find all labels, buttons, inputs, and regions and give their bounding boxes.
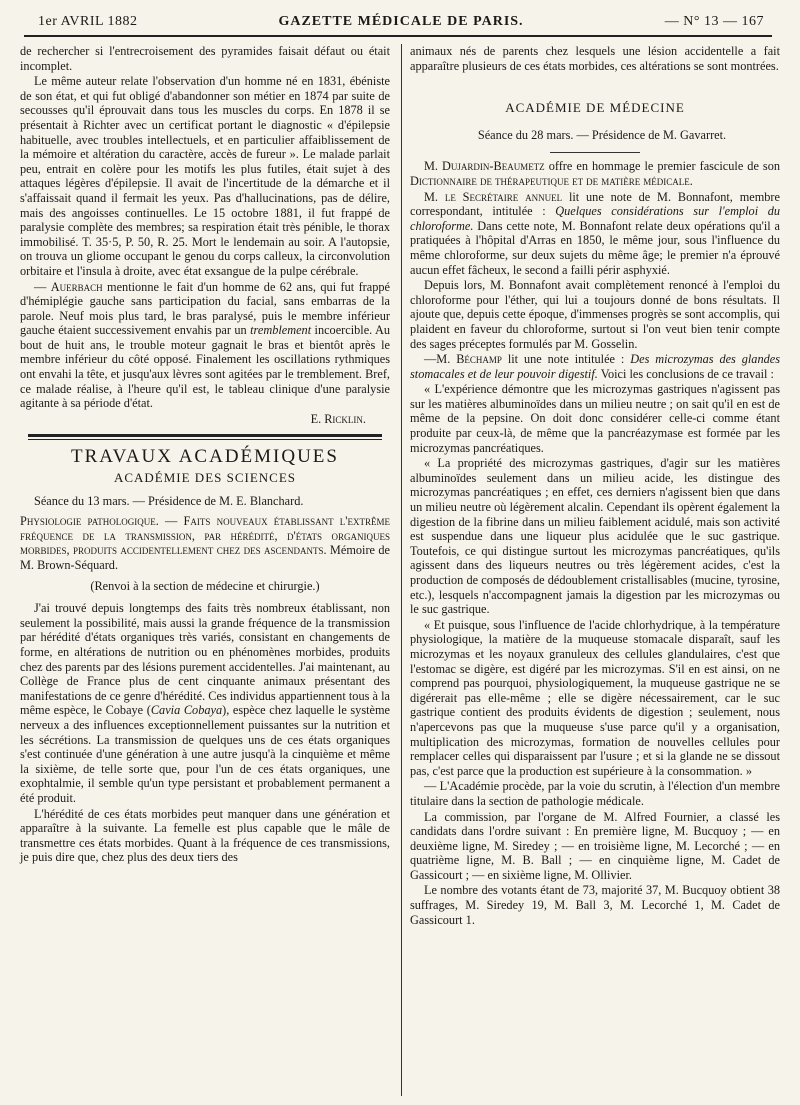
- text-run: offre en hommage le premier fascicule de son: [544, 159, 780, 174]
- page-header: [38, 12, 764, 34]
- seance-line-right: Séance du 28 mars. — Présidence de M. Gavarret.: [477, 127, 727, 142]
- text-run: J'ai trouvé depuis longtemps des faits très nombreux établissant, non seulement la possibilité, mais aussi la grande fréquence de la transmission par hérédité d'états organiques très variés, consistant en changements de forme, en altérations de nutrition ou en phénomènes morbides, produits chez des parents par des lésions purement accidentelles. J'ai maintenant, au Collège de France plus de cent cinquante animaux présentant des manifestations de ce genre d'hérédité. Ces individus appartiennent tous à la même espèce, le Cobaye (: [20, 601, 390, 718]
- right-paragraph-11: Le nombre des votants étant de 73, majorité 37, M. Bucquoy obtient 38 suffrages, M. Siredey 19, M. Ball 3, M. Lecorché 1, M. Cadet de Gassicourt 1.: [410, 883, 780, 927]
- left-paragraph-2: Le même auteur relate l'observation d'un homme né en 1831, ébéniste de son état, et qui fut obligé d'abandonner son métier en 1874 par suite de secousses qu'il éprouvait dans tous les muscles du corps. En 1878 il se présentait à Richter avec un certificat portant le diagnostic « d'épilepsie habituelle, avec troubles intellectuels, et en particulier affaiblissement de la mémoire et altération du caractère, accès de fureur ». Le malade parlait peu, entrait en colère pour les motifs les plus futiles, était sujet à des attaques légères d'épilepsie. Il avait de l'incertitude de la démarche et il s'affaissait quand il fermait les yeux. Pas d'hallucinations, pas de délire, mais des angoisses continuelles. Le 15 octobre 1881, il fut frappé de paralysie complète des membres; sa respiration était très pénible, le thorax immobilisé. T. 35·5, P. 50, R. 25. Mort le lendemain au soir. A l'autopsie, on trouva un gliome occupant le genou du corps calleux, la circonvolution orbitaire et l'insula à droite, avec état exsangue de la pulpe cérébrale.: [20, 74, 390, 278]
- right-paragraph-5: [410, 352, 780, 381]
- note-title: Quelques considérations sur l'emploi du chloroforme.: [410, 204, 780, 233]
- short-rule: [550, 152, 640, 153]
- renvoi-note: (Renvoi à la section de médecine et chirurgie.): [90, 578, 320, 593]
- right-paragraph-6: « L'expérience démontre que les microzymas gastriques n'agissent pas sur les matières albuminoïdes dans un milieu neutre ; on sait qu'il en est de même de la pepsine. On doit donc considérer celle-ci comme étant produite par ceux-là, de même que la pancréazymase est formée par les microzymas pancréatiques.: [410, 382, 780, 455]
- left-column: [20, 44, 390, 866]
- left-paragraph-3: [20, 280, 390, 411]
- left-paragraph-4: [20, 601, 390, 805]
- author-name: M. le Secrétaire annuel: [424, 189, 563, 204]
- right-column: [410, 44, 780, 928]
- species-name: Cavia Cobaya: [150, 703, 223, 718]
- header-date: 1er AVRIL 1882: [38, 14, 138, 29]
- memoir-title: Physiologie pathologique. — Faits nouveaux établissant l'extrême fréquence de la transmission, par hérédité, d'états organiques morbides, produits accidentellement chez des ascendants.: [20, 514, 390, 558]
- column-divider: [401, 44, 402, 1096]
- text-run: —M.: [424, 352, 457, 367]
- header-journal: GAZETTE MÉDICALE DE PARIS.: [278, 14, 524, 29]
- memoir-heading: [20, 514, 390, 572]
- note-title: Des microzymas des glandes stomacales et de leur pouvoir digestif.: [410, 352, 780, 381]
- text-run: mentionne le fait d'un homme de 62 ans, qui fut frappé d'hémiplégie gauche sans participation du facial, sans embarras de la parole. Neuf mois plus tard, le bras paralysé, puis le membre inférieur gauche étaient successivement envahis par un: [20, 279, 390, 338]
- right-paragraph-8: « Et puisque, sous l'influence de l'acide chlorhydrique, à la température physiologique, la matière de la muqueuse stomacale disparaît, sauf les microzymas et les noyaux granuleux des cellules glandulaires, c'est que l'estomac se digère, est digéré par les microzymas. S'il en est ainsi, on ne comprend pas pourquoi, physiologiquement, la muqueuse gastrique ne se digérerait pas elle-même ; elle se digère nécessairement, car le suc gastrique contient des produits évidents de digestion ; seulement, nous n'apercevons pas que la muqueuse s'use parce qu'il y a organisation, multiplication des microzymas, formation de nouvelles cellules pour remplacer celles qui disparaissent par l'usure ; et si la glande ne se dissout pas, c'est parce que la production est supérieure à la consommation. »: [410, 617, 780, 778]
- subsection-title: ACADÉMIE DES SCIENCES: [113, 470, 297, 486]
- text-run: ), espèce chez laquelle le système nerveux a des influences exceptionnellement puissantes sur la nutrition et les sécrétions. La transmission de quelques uns de ces états organiques s'est continuée d'une génération à une autre jusqu'à la cinquième et même la sixième, de telle sorte que, pour l'un de ces états organiques, une exophtalmie, il semble qu'un type persistant et probablement permanent a été produit.: [20, 703, 390, 805]
- author-auerbach: Auerbach: [50, 279, 103, 294]
- section-divider: [28, 434, 382, 437]
- right-paragraph-7: « La propriété des microzymas gastriques, d'agir sur les matières albuminoïdes seulement dans un milieu acide, les distingue des microzymas pancréatiques ; en effet, ces derniers n'agissent bien que dans un milieu neutre où légèrement alcalin. Cependant ils opèrent également la digestion de la fibrine dans un milieu faiblement acidulé, mais son activité est suspendue dans une liqueur plus acidulée que le suc gastrique. Toutefois, ce qui distingue surtout les microzymas pancréatiques, qu'ils agissent dans des liqueurs neutres ou très légèrement acides, c'est la production de composés de dédoublement cristallisables (mucine, tyrosine, etc.), lesquels n'accompagnent jamais la digestion par les microzymas ou le suc gastrique.: [410, 456, 780, 617]
- text-run: incoercible. Au bout de huit ans, le trouble moteur gagnait le bras et bientôt après le membre inférieur du côté opposé. Finalement les oscillations rythmiques ont envahi la tête, et jusqu'aux lèvres sont agitées par le tremblement. Bref, ce malade réalise, à l'heure qu'il est, le tableau clinique d'une paralysie agitante à sa période d'état.: [20, 323, 390, 411]
- text-run: —: [34, 279, 51, 294]
- right-paragraph-4: Depuis lors, M. Bonnafont avait complètement renoncé à l'emploi du chloroforme pour l'éther, qui lui a toujours donné de bons résultats. Il ajoute que, depuis cette époque, d'immenses progrès se sont accomplis, qui plaident en faveur du chloroforme, surtout si l'on veut bien tenir compte des sages préceptes formulés par M. Gosselin.: [410, 278, 780, 351]
- book-title: Dictionnaire de thérapeutique et de matière médicale.: [410, 173, 693, 188]
- signature: E. Ricklin.: [310, 411, 366, 426]
- right-paragraph-3: [410, 190, 780, 278]
- left-paragraph-1: de rechercher si l'entrecroisement des pyramides faisait défaut ou était incomplet.: [20, 44, 390, 73]
- seance-line: Séance du 13 mars. — Présidence de M. E. Blanchard.: [34, 493, 304, 508]
- right-paragraph-10: La commission, par l'organe de M. Alfred Fournier, a classé les candidats dans l'ordre suivant : En première ligne, M. Bucquoy ; — en deuxième ligne, M. Siredey ; — en troisième ligne, M. Lecorché ; — en quatrième ligne, M. B. Ball ; — en cinquième ligne, M. Cadet de Gassicourt ; — en sixième ligne, M. Ollivier.: [410, 809, 780, 882]
- text-run: lit une note de M. Bonnafont, membre correspondant, intitulée :: [410, 189, 780, 219]
- text-run: Voici les conclusions de ce travail :: [597, 366, 774, 381]
- emphasis-tremblement: tremblement: [250, 323, 312, 338]
- right-paragraph-1: animaux nés de parents chez lesquels une lésion accidentelle a fait apparaître plusieurs de ces états morbides, ces altérations se sont montrées.: [410, 44, 780, 73]
- right-paragraph-2: [410, 159, 780, 188]
- right-paragraph-9: — L'Académie procède, par la voie du scrutin, à l'élection d'un membre titulaire dans la section de pathologie médicale.: [410, 779, 780, 808]
- section-title: TRAVAUX ACADÉMIQUES: [71, 446, 339, 468]
- academy-medicine-title: ACADÉMIE DE MÉDECINE: [505, 100, 685, 116]
- section-divider: [28, 439, 382, 440]
- text-run: lit une note intitulée :: [501, 352, 631, 367]
- header-issue: — N° 13 — 167: [664, 14, 764, 29]
- text-run: Dans cette note, M. Bonnafont relate deux opérations qu'il a pratiquées à l'hôpital d'Arras en 1850, le même jour, sous l'influence du même chloroforme, sur deux sujets du même âge; le premier n'a éprouvé aucun effet fâcheux, le second a failli périr asphyxié.: [410, 218, 780, 277]
- left-paragraph-5: L'hérédité de ces états morbides peut manquer dans une génération et apparaître à la suivante. La femelle est plus capable que le mâle de transmettre ces états morbides. Quant à la fréquence de ces transmissions, je puis dire que, chez plus des deux tiers des: [20, 806, 390, 865]
- author-name: Béchamp: [456, 352, 502, 367]
- author-name: M. Dujardin-Beaumetz: [424, 159, 545, 174]
- header-rule: [24, 35, 772, 37]
- memoir-author: Mémoire de M. Brown-Séquard.: [20, 543, 390, 572]
